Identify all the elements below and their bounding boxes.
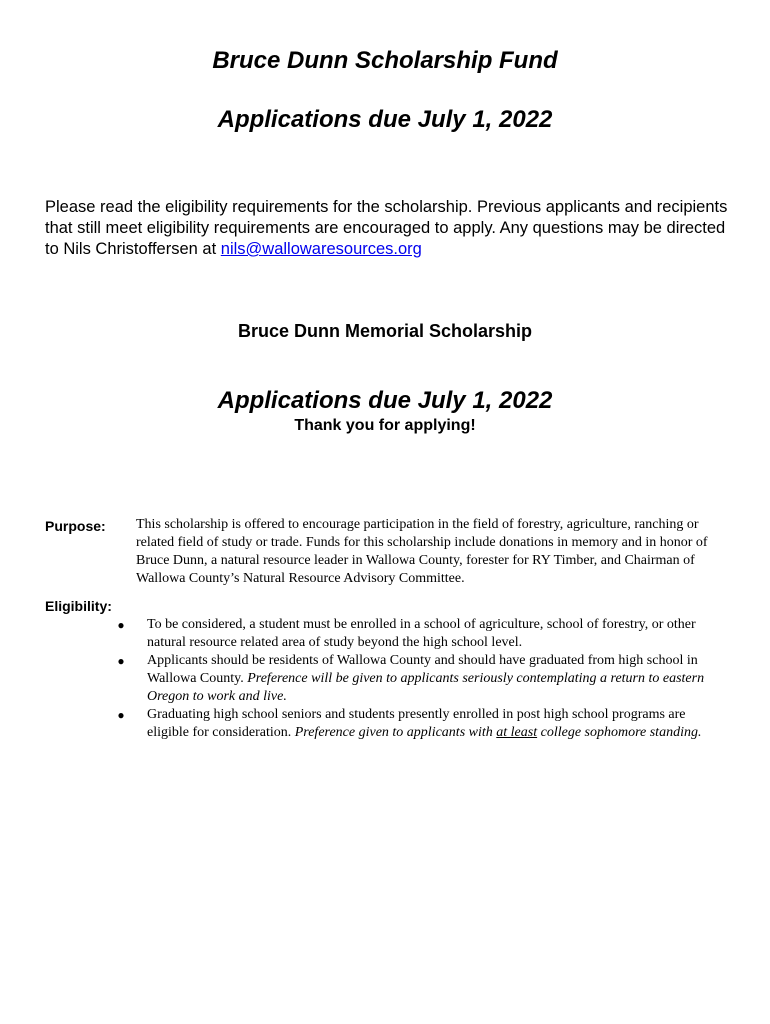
eligibility-item-text: Graduating high school seniors and students presently enrolled in post high school programs are eligible for consideration.	[147, 707, 686, 740]
memorial-scholarship-title: Bruce Dunn Memorial Scholarship	[237, 321, 533, 341]
thank-you-text: Thank you for applying!	[294, 417, 476, 434]
eligibility-item-enrollment	[116, 616, 716, 652]
bullet-icon: ●	[117, 654, 125, 668]
document-title: Bruce Dunn Scholarship Fund	[212, 47, 558, 74]
eligibility-item-preference: Preference will be given to applicants seriously contemplating a return to eastern Oregon to work and live.	[147, 671, 705, 704]
eligibility-item-text: To be considered, a student must be enrolled in a school of agriculture, school of forestry, or other natural resource related area of study beyond the high school level.	[147, 617, 696, 650]
eligibility-label: Eligibility:	[45, 598, 112, 614]
eligibility-item-emphasis: at least	[496, 725, 538, 740]
due-date-heading: Applications due July 1, 2022	[217, 106, 553, 133]
intro-paragraph	[45, 197, 735, 260]
memorial-due-date-heading: Applications due July 1, 2022	[217, 387, 553, 414]
contact-email-link[interactable]: nils@wallowaresources.org	[220, 240, 422, 258]
eligibility-list	[116, 616, 716, 742]
eligibility-item-preference-end: college sophomore standing.	[537, 725, 702, 740]
eligibility-item-standing	[116, 706, 716, 742]
bullet-icon: ●	[117, 618, 125, 632]
purpose-text: This scholarship is offered to encourage participation in the field of forestry, agriculture, ranching or related field of study or trade. Funds for this scholarship include donations in memory and in honor of Bruce Dunn, a natural resource leader in Wallowa County, forester for RY Timber, and Chairman of Wallowa County’s Natural Resource Advisory Committee.	[136, 517, 708, 586]
eligibility-item-residency	[116, 652, 716, 706]
eligibility-item-text: Applicants should be residents of Wallowa County and should have graduated from high school in Wallowa County.	[147, 653, 698, 686]
intro-text: Please read the eligibility requirements for the scholarship. Previous applicants and recipients that still meet eligibility requirements are encouraged to apply. Any questions may be directed to Nils Christoffersen at	[45, 198, 728, 258]
eligibility-item-preference: Preference given to applicants with	[294, 725, 497, 740]
purpose-label: Purpose:	[45, 518, 106, 534]
bullet-icon: ●	[117, 708, 125, 722]
